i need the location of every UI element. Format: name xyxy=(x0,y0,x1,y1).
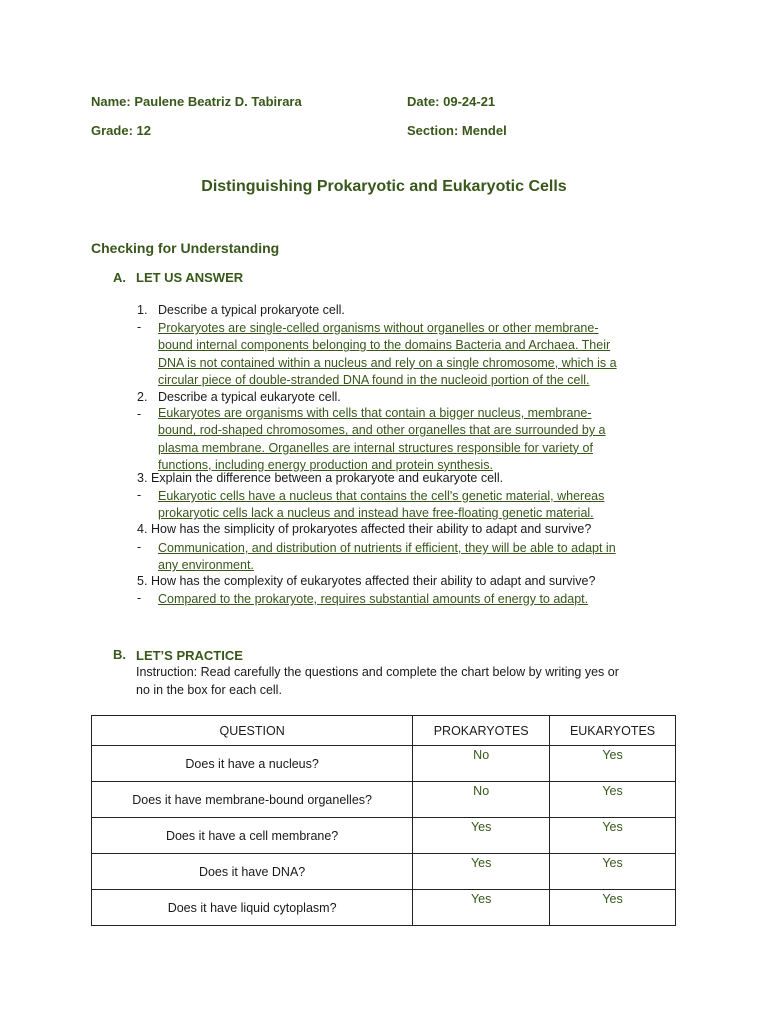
answer-line: plasma membrane. Organelles are internal structures responsible for variety of xyxy=(158,440,593,455)
question-5: How has the complexity of eukaryotes affected their ability to adapt and survive? xyxy=(151,574,596,588)
table-row xyxy=(92,782,676,818)
eukaryote-answer-cell[interactable]: Yes xyxy=(550,854,676,890)
question-cell: Does it have membrane-bound organelles? xyxy=(92,782,413,818)
question-3: Explain the difference between a prokaryote and eukaryote cell. xyxy=(151,471,504,485)
answer-line: bound, rod-shaped chromosomes, and other organelles that are surrounded by a xyxy=(158,423,606,438)
section-field: Section: Mendel xyxy=(407,123,507,138)
section-a-heading: LET US ANSWER xyxy=(136,270,244,285)
answer-line: prokaryotic cells lack a nucleus and instead have free-floating genetic material. xyxy=(158,506,594,521)
answer-line: any environment. xyxy=(158,558,254,573)
eukaryote-answer-cell[interactable]: Yes xyxy=(550,746,676,782)
section-b-heading: LET’S PRACTICE xyxy=(136,648,243,663)
question-cell: Does it have liquid cytoplasm? xyxy=(92,890,413,926)
table-header-row xyxy=(92,716,676,746)
question-1-number: 1. xyxy=(137,303,148,317)
table-row xyxy=(92,818,676,854)
answer-line: circular piece of double-stranded DNA found in the nucleoid portion of the cell. xyxy=(158,372,590,387)
answer-5 xyxy=(158,591,678,608)
column-header-eukaryotes: EUKARYOTES xyxy=(550,716,676,746)
instruction-line: no in the box for each cell. xyxy=(136,682,282,697)
eukaryote-answer-cell[interactable]: Yes xyxy=(550,782,676,818)
instruction-line: Instruction: Read carefully the questions and complete the chart below by writing yes or xyxy=(136,665,619,679)
answer-line: Communication, and distribution of nutrients if efficient, they will be able to adapt in xyxy=(158,541,616,555)
date-field: Date: 09-24-21 xyxy=(407,94,496,109)
prokaryote-answer-cell[interactable]: Yes xyxy=(413,890,550,926)
question-2: Describe a typical eukaryote cell. xyxy=(158,390,341,404)
answer-4 xyxy=(158,540,678,575)
table-row xyxy=(92,890,676,926)
answer-line: Eukaryotic cells have a nucleus that contains the cell's genetic material, whereas xyxy=(158,489,605,503)
question-1: Describe a typical prokaryote cell. xyxy=(158,303,345,317)
column-header-prokaryotes: PROKARYOTES xyxy=(413,716,550,746)
column-header-question: QUESTION xyxy=(92,716,413,746)
answer-line: bound internal components belonging to the domains Bacteria and Archaea. Their xyxy=(158,338,611,353)
question-4: How has the simplicity of prokaryotes affected their ability to adapt and survive? xyxy=(151,522,592,536)
answer-line: Prokaryotes are single-celled organisms without organelles or other membrane- xyxy=(158,321,599,335)
prokaryote-answer-cell[interactable]: No xyxy=(413,746,550,782)
question-3-number: 3. xyxy=(137,471,148,485)
subtitle: Checking for Understanding xyxy=(91,240,280,256)
section-b-marker: B. xyxy=(113,647,126,662)
question-4-number: 4. xyxy=(137,522,148,536)
prokaryote-answer-cell[interactable]: No xyxy=(413,782,550,818)
prokaryote-answer-cell[interactable]: Yes xyxy=(413,818,550,854)
answer-4-bullet: - xyxy=(137,540,142,554)
answer-1-bullet: - xyxy=(137,320,142,334)
eukaryote-answer-cell[interactable]: Yes xyxy=(550,890,676,926)
prokaryote-answer-cell[interactable]: Yes xyxy=(413,854,550,890)
answer-2-bullet: - xyxy=(137,407,142,421)
question-5-number: 5. xyxy=(137,574,148,588)
question-cell: Does it have a nucleus? xyxy=(92,746,413,782)
answer-3-bullet: - xyxy=(137,488,142,502)
section-a-marker: A. xyxy=(113,270,126,285)
instruction xyxy=(136,664,676,699)
answer-3 xyxy=(158,488,678,523)
answer-2 xyxy=(158,405,678,474)
answer-line: Eukaryotes are organisms with cells that contain a bigger nucleus, membrane- xyxy=(158,406,592,420)
question-2-number: 2. xyxy=(137,390,148,404)
table-row xyxy=(92,746,676,782)
table-row xyxy=(92,854,676,890)
answer-line: Compared to the prokaryote, requires substantial amounts of energy to adapt. xyxy=(158,592,589,606)
eukaryote-answer-cell[interactable]: Yes xyxy=(550,818,676,854)
question-cell: Does it have a cell membrane? xyxy=(92,818,413,854)
student-name: Name: Paulene Beatriz D. Tabirara xyxy=(91,94,302,109)
grade-field: Grade: 12 xyxy=(91,123,151,138)
practice-chart xyxy=(91,715,676,926)
answer-1 xyxy=(158,320,678,389)
answer-line: functions, including energy production and protein synthesis. xyxy=(158,457,493,472)
page-title: Distinguishing Prokaryotic and Eukaryotic Cells xyxy=(201,178,567,195)
answer-5-bullet: - xyxy=(137,591,142,605)
question-cell: Does it have DNA? xyxy=(92,854,413,890)
answer-line: DNA is not contained within a nucleus and rely on a single chromosome, which is a xyxy=(158,355,617,370)
